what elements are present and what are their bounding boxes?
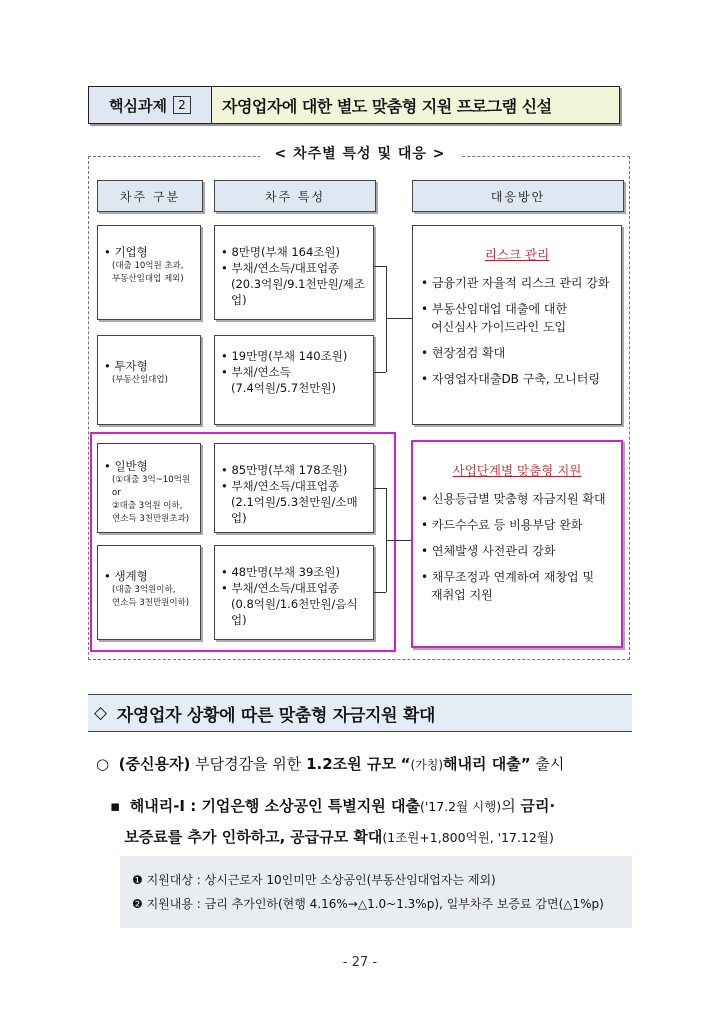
para2-part: ('17.2월 시행) <box>419 799 502 814</box>
list-item-text: • 신용등급별 맞춤형 자금지원 확대 <box>421 492 606 506</box>
note-text: 지원내용 : 금리 추가인하(현행 4.16%→△1.0~1.3%p), 일부차주 보증료 감면(△1%p) <box>146 897 604 911</box>
category-name: • 생계형 <box>104 569 148 583</box>
list-item-text: • 연체발생 사전관리 강화 <box>421 544 556 558</box>
traits-box-general <box>214 443 374 533</box>
para2-part: 금리· <box>520 797 556 815</box>
note-box <box>120 856 632 928</box>
trait-detail: (2.1억원/5.3천만원/소매업) <box>231 495 358 525</box>
para2-part: 공급규모 확대 <box>290 828 383 846</box>
paragraph-main <box>96 753 564 774</box>
para-prod-name: 해내리 대출 <box>443 755 521 773</box>
number-2-icon: ❷ <box>132 897 143 911</box>
trait-line: • 48만명(부채 39조원) <box>221 565 340 579</box>
paragraph-sub <box>110 791 630 853</box>
diamond-icon: ◇ <box>94 703 107 723</box>
list-item-text: • 부동산임대업 대출에 대한 <box>421 302 568 316</box>
task-number: 2 <box>173 96 191 114</box>
response-risk-box <box>412 225 622 425</box>
category-name: • 투자형 <box>104 359 148 373</box>
category-note: (부동산임대업) <box>112 375 168 385</box>
task-label <box>89 87 212 123</box>
category-note: 부동산임대업 제외) <box>112 274 184 284</box>
category-note: 연소득 3천만원초과) <box>112 514 190 524</box>
list-item-text: • 카드수수료 등 비용부담 완화 <box>421 518 583 532</box>
category-note: (대출 10억원 초과, <box>112 261 184 271</box>
traits-box-corporate <box>214 225 374 320</box>
list-item <box>421 568 613 604</box>
list-item <box>421 542 613 560</box>
trait-line: • 부채/연소득 <box>221 365 291 379</box>
response-risk-title: 리스크 관리 <box>484 247 550 262</box>
circle-bullet-icon: ○ <box>96 755 110 773</box>
trait-line: • 85만명(부채 178조원) <box>221 463 348 477</box>
square-bullet-icon: ▪ <box>110 797 121 815</box>
note-text: 지원대상 : 상시근로자 10인미만 소상공인(부동산임대업자는 제외) <box>146 873 496 887</box>
note-item <box>132 892 620 916</box>
connector <box>386 318 412 319</box>
list-item-text: • 현장점검 확대 <box>421 346 506 360</box>
category-box-general <box>97 443 201 533</box>
section-heading <box>88 694 632 732</box>
category-box-investment <box>97 335 201 425</box>
list-item-text: 재취업 지원 <box>431 588 493 602</box>
category-note: ②대출 3억원 이하, <box>112 501 183 511</box>
para-mid: 부담경감을 위한 <box>195 755 302 773</box>
trait-detail: (20.3억원/9.1천만원/제조업) <box>231 277 365 307</box>
list-item <box>421 344 613 362</box>
number-1-icon: ❶ <box>132 873 143 887</box>
list-item-text: • 자영업자대출DB 구축, 모니터링 <box>421 372 600 386</box>
para2-part: (1조원+1,800억원, '17.12월) <box>382 830 554 845</box>
task-header <box>88 86 620 124</box>
connector <box>374 592 386 593</box>
list-item-text: • 금융기관 자율적 리스크 관리 강화 <box>421 276 610 290</box>
traits-box-investment <box>214 335 374 425</box>
category-note: (대출 3억원이하, <box>112 585 176 595</box>
page-number: - 27 - <box>342 955 378 970</box>
category-name: • 일반형 <box>104 459 148 473</box>
section-title: 자영업자 상황에 따른 맞춤형 자금지원 확대 <box>116 705 436 726</box>
list-item <box>421 490 613 508</box>
category-box-livelihood <box>97 545 201 640</box>
diagram-title <box>0 143 720 163</box>
para-quote-close: ” <box>520 755 531 773</box>
connector <box>374 266 386 267</box>
connector <box>374 372 386 373</box>
para-amount: 1.2조원 규모 <box>306 755 396 773</box>
para2-part: 보증료를 추가 인하하고, <box>124 828 286 846</box>
trait-line: • 부채/연소득/대표업종 <box>221 581 340 595</box>
connector <box>386 266 387 372</box>
list-item <box>421 516 613 534</box>
para2-part: 해내리-Ⅰ : 기업은행 소상공인 특별지원 대출 <box>129 797 420 815</box>
header-response: 대응방안 <box>412 180 624 212</box>
list-item <box>421 370 613 388</box>
traits-box-livelihood <box>214 545 374 640</box>
category-box-corporate <box>97 225 201 320</box>
para-prod-tag: (가칭) <box>410 758 444 772</box>
response-support-title: 사업단계별 맞춤형 지원 <box>452 463 582 478</box>
header-traits: 차주 특성 <box>214 180 376 212</box>
connector <box>386 540 412 541</box>
category-note: 연소득 3천만원이하) <box>112 598 190 608</box>
para2-part: 의 <box>501 797 516 815</box>
trait-line: • 부채/연소득/대표업종 <box>221 479 340 493</box>
trait-line: • 19만명(부채 140조원) <box>221 349 348 363</box>
trait-detail: (0.8억원/1.6천만원/음식업) <box>231 597 358 627</box>
category-note: (①대출 3억~10억원 or <box>112 475 191 498</box>
para-end: 출시 <box>535 755 565 773</box>
task-title: 자영업자에 대한 별도 맞춤형 지원 프로그램 신설 <box>212 87 619 123</box>
note-item <box>132 868 620 892</box>
task-label-text: 핵심과제 <box>109 96 167 115</box>
para-who: (중신용자) <box>118 755 191 773</box>
header-category: 차주 구분 <box>97 180 203 212</box>
diagram-title-text: < 차주별 특성 및 대응 > <box>260 146 459 162</box>
para-quote-open: “ <box>400 755 411 773</box>
trait-line: • 8만명(부채 164조원) <box>221 245 340 259</box>
list-item <box>421 300 613 336</box>
category-name: • 기업형 <box>104 245 148 259</box>
trait-line: • 부채/연소득/대표업종 <box>221 261 340 275</box>
response-support-box <box>411 440 623 648</box>
trait-detail: (7.4억원/5.7천만원) <box>231 381 336 395</box>
connector <box>374 488 386 489</box>
list-item-text: • 채무조정과 연계하여 재창업 및 <box>421 570 595 584</box>
list-item-text: 여신심사 가이드라인 도입 <box>431 320 567 334</box>
list-item <box>421 274 613 292</box>
